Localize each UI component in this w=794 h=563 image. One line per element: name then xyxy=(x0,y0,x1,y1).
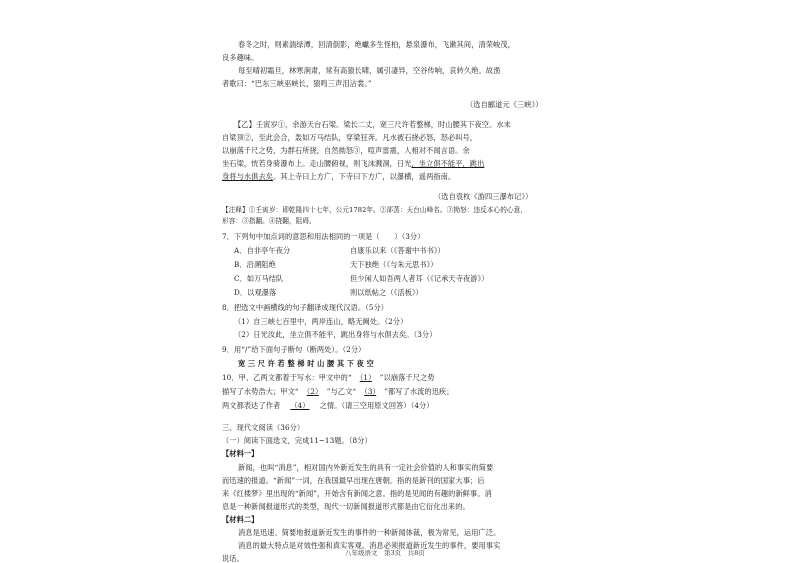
yi-underlined-2: 跳出 xyxy=(469,159,485,168)
q7-option-d-left: D．以观瀑落 xyxy=(234,288,277,297)
yi-line-4-text: 坐石梁，恍若身骑瀑布上。走山腰俯视，则飞沫溅洞，日光 xyxy=(222,159,412,168)
yi-underlined-3: 身将与水俱去矣 xyxy=(222,172,274,181)
q7-stem: 7．下列句中加点词的意思和用法相同的一项是（ ）（3分） xyxy=(222,232,425,241)
yi-source: （选自袁枚《游四三瀑布记》） xyxy=(434,192,533,201)
material-2-line-3: 说话。 xyxy=(222,554,244,563)
q10-text-6: 两文都表达了作者 xyxy=(222,401,281,410)
q7-option-a-left: A．自非亭午夜分 xyxy=(234,246,291,255)
q9-stem: 9．用“/”给下面句子断句（断两处）。（2分） xyxy=(222,345,366,354)
material-2-line-1: 消息是迅速、简要地报道新近发生的事件的一种新闻体裁，极为常见，运用广泛。 xyxy=(238,528,501,537)
material-1-line-2: 而迅速的报道。“新闻”一词，在我国最早出现在唐朝。指的是新刊的国家大事；后 xyxy=(222,476,485,485)
q10-text-4: ”与乙文“ xyxy=(326,387,357,396)
jia-line-4: 者歌曰：“巴东三峡巫峡长，猿鸣三声泪沾裳。” xyxy=(222,79,372,88)
section-3-subtitle: （一）阅读下面选文，完成11~13题。（8分） xyxy=(222,436,372,445)
yi-line-5-rest: 其上寺曰上方广，下寺曰下方广，以瀑横，遥两指南。 xyxy=(280,172,456,181)
q10-text-7: 之情。（请三空用原文回答）（4分） xyxy=(319,401,434,410)
material-1-line-4: 息是一种新闻报道形式的类型，现代一切新闻报道形式都是由它衍化出来的。 xyxy=(222,502,470,511)
q10-text-3: 描写了水势浩大；甲文“ xyxy=(222,387,299,396)
yi-line-4 xyxy=(222,159,484,168)
material-1-line-1: 新闻，也叫“消息”，相对国内外新近发生的具有一定社会价值的人和事实的简要 xyxy=(238,463,494,472)
yi-period: 。 xyxy=(273,172,281,181)
jia-line-1: 春冬之时，则素湍绿潭，回清倒影，绝巘多生怪柏，悬泉瀑布，飞漱其间，清荣峻茂， xyxy=(238,40,515,49)
q10-text-1: 10．甲、乙两文都着于写水：甲文中的“ xyxy=(222,373,352,382)
q10-line-3 xyxy=(222,401,434,410)
q9-sentence: 宽 三 尺 许 若 整 梯 时 山 腰 其 下 夜 空 xyxy=(238,359,374,368)
q8-sentence-1: （1）自三峡七百里中，两岸连山，略无阙处。（2分） xyxy=(234,317,408,326)
q10-line-2 xyxy=(222,387,454,396)
jia-line-2: 良多趣味。 xyxy=(222,53,259,62)
section-3-title: 三、现代文阅读（36分） xyxy=(222,423,305,432)
material-1-line-3: 来《红楼梦》里出现的“新闻”，开始含有新闻之意。指的是见闻的有趣的新鲜事。消 xyxy=(222,489,492,498)
yi-line-5 xyxy=(222,172,455,181)
material-1-title: 【材料一】 xyxy=(222,449,259,458)
q10-text-2: ”以崩落千尺之势 xyxy=(379,373,435,382)
q7-option-b-left: B．沿溯阻绝 xyxy=(234,260,276,269)
page-footer: 八年级语文 第3页 共8页 xyxy=(345,549,425,557)
material-2-title: 【材料二】 xyxy=(222,515,259,524)
yi-underlined-1: ，坐立俱不能平， xyxy=(411,159,470,168)
q10-blank-2[interactable]: （2） xyxy=(306,387,319,396)
q10-blank-1[interactable]: （1） xyxy=(359,373,372,382)
q7-option-c-left: C．如万马结队 xyxy=(234,274,284,283)
q10-blank-3[interactable]: （3） xyxy=(364,387,377,396)
yi-line-3: 以崩落千尺之势，为群石所挠，自然拗怒③，喧声雷震，人相对不闻言语。余 xyxy=(222,146,470,155)
jia-source: （选自郦道元《三峡》） xyxy=(466,100,543,109)
yi-line-2: 自梁顶②，至此会合，轰如万马结队，穿梁狂奔。凡水被石挠必怒，怒必叫号， xyxy=(222,133,478,142)
notes-line-1: 【注释】①壬寅岁：即乾隆四十七年，公元1782年。②郤蒸：天台山峰名。③拗怒：违反本心的心意， xyxy=(222,206,528,214)
yi-line-1: 【乙】壬寅岁①，余游天台石梁。梁长二丈，宽三尺许若整梯，时山腰其下夜空。水未 xyxy=(234,120,511,129)
q7-option-c-right: 但少闲人如吾两人者耳（《记承天寺夜游》） xyxy=(350,274,489,283)
q8-sentence-2: （2）日光汝此，坐立俱不能平，跳出身将与水俱去矣。（3分） xyxy=(234,330,437,339)
q8-stem: 8．把选文中画横线的句子翻译成现代汉语。（5分） xyxy=(222,303,389,312)
q10-line-1 xyxy=(222,373,435,382)
q10-text-5: ”都写了水流的迅疾； xyxy=(384,387,454,396)
notes-line-2: 形容：③指翻。④挠翻，阻碍。 xyxy=(222,217,316,225)
q7-option-b-right: 天下独绝（《与朱元思书》） xyxy=(350,260,438,269)
q7-option-a-right: 自康乐以来（《答谢中书书》） xyxy=(350,246,445,255)
q10-blank-4[interactable]: （4） xyxy=(290,401,310,410)
jia-line-3: 每至晴初霜旦，林寒涧肃，常有高猿长啸，属引凄异，空谷传响，哀转久绝。故渔 xyxy=(238,66,501,75)
material-2-line-2: 消息的最大特点是对效性强和真实客观。消息必须报道新近发生的事件，要用事实 xyxy=(238,541,501,550)
q7-option-d-right: 则以纸帖之（《活板》） xyxy=(350,288,423,297)
